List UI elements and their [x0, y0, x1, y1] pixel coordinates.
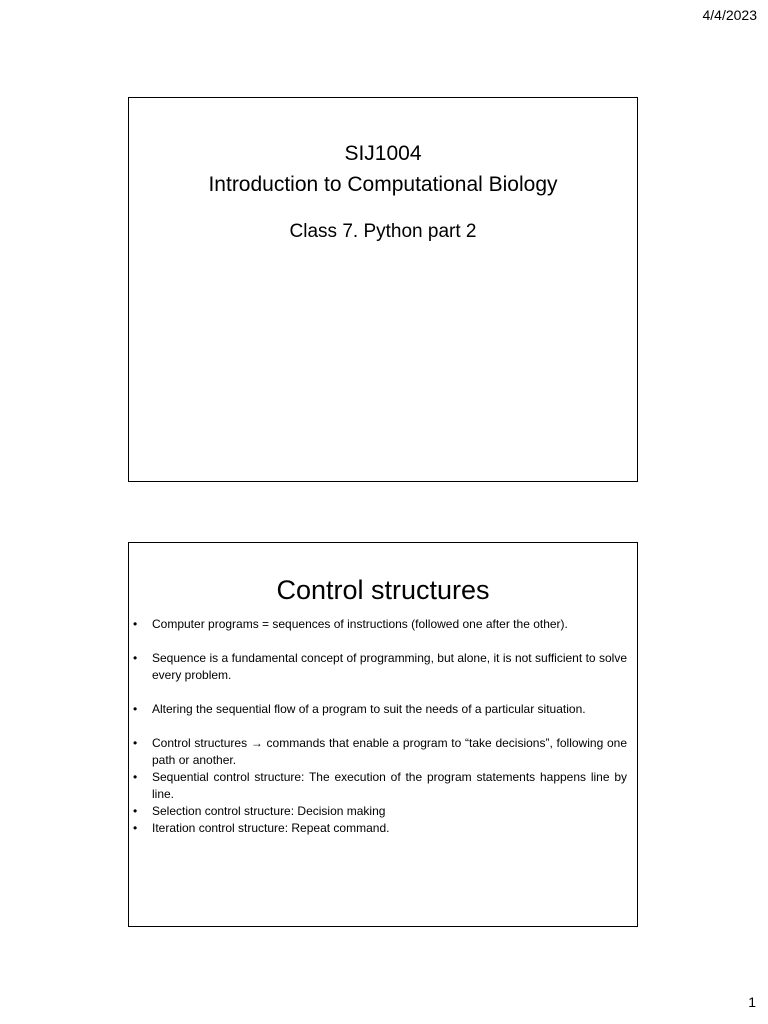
bullet-text: Computer programs = sequences of instructions (followed one after the other). [152, 617, 568, 631]
bullet-text: Selection control structure: Decision making [152, 804, 386, 818]
bullet-icon: • [133, 651, 138, 665]
bullet-item [129, 701, 627, 718]
title-block [129, 138, 637, 200]
bullet-icon: • [133, 804, 138, 818]
slide-control-structures [128, 542, 638, 927]
bullet-item [129, 735, 627, 769]
bullet-item [129, 616, 627, 633]
slide-title [128, 97, 638, 482]
page-number: 1 [748, 994, 756, 1010]
bullet-text: Iteration control structure: Repeat command. [152, 821, 390, 835]
bullet-text: Sequential control structure: The execution of the program statements happens line by line. [152, 770, 627, 801]
bullet-list [129, 616, 637, 837]
bullet-item [129, 820, 627, 837]
bullet-text: Control structures → commands that enable a program to “take decisions”, following one path or another. [152, 736, 627, 767]
page-date: 4/4/2023 [702, 7, 757, 23]
bullet-item [129, 769, 627, 803]
bullet-icon: • [133, 736, 138, 750]
class-title: Class 7. Python part 2 [289, 221, 477, 242]
slide-heading: Control structures [276, 575, 490, 605]
bullet-icon: • [133, 617, 138, 631]
bullet-icon: • [133, 702, 138, 716]
bullet-icon: • [133, 821, 138, 835]
bullet-icon: • [133, 770, 138, 784]
bullet-text: Altering the sequential flow of a program to suit the needs of a particular situation. [152, 702, 586, 716]
bullet-text: Sequence is a fundamental concept of programming, but alone, it is not sufficient to solve every problem. [152, 651, 627, 682]
bullet-item [129, 803, 627, 820]
bullet-item [129, 650, 627, 684]
course-title: Introduction to Computational Biology [208, 173, 558, 196]
course-code: SIJ1004 [344, 142, 422, 165]
